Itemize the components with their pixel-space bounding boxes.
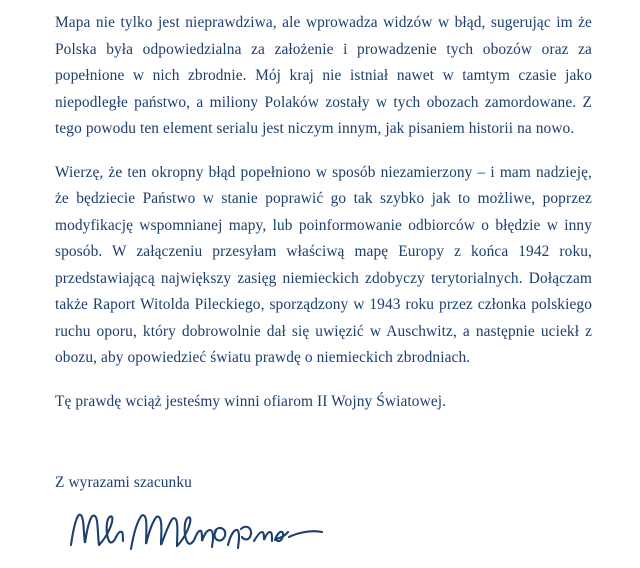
letter-closing: Z wyrazami szacunku [55,474,192,491]
letter-paragraph-1: Mapa nie tylko jest nieprawdziwa, ale wprowadza widzów w błąd, sugerując im że Polska była odpowiedzialna za założenie i prowadzenie tych obozów oraz za popełnione w nich zbrodnie. Mój kraj nie istniał nawet w tamtym czasie jako niepodległe państwo, a miliony Polaków zostały w tych obozach zamordowane. Z tego powodu ten element serialu jest niczym innym, jak pisaniem historii na nowo. [55,14,592,137]
signature-mateusz-morawiecki [55,501,592,563]
letter-paragraph-3: Tę prawdę wciąż jesteśmy winni ofiarom II Wojny Światowej. [55,392,447,410]
page-bottom-edge [0,558,640,568]
letter-paragraph-2: Wierzę, że ten okropny błąd popełniono w sposób niezamierzony – i mam nadzieję, że będziecie Państwo w stanie poprawić go tak szybko jak to możliwe, poprzez modyfikację wspomnianej mapy, lub poinformowanie odbiorców o błędzie w inny sposób. W załączeniu przesyłam właściwą mapę Europy z końca 1942 roku, przedstawiającą największy zasięg niemieckich zdobyczy terytorialnych. Dołączam także Raport Witolda Pileckiego, sporządzony w 1943 roku przez członka polskiego ruchu oporu, który dobrowolnie dał się uwięzić w Auschwitz, a następnie uciekł z obozu, aby opowiedzieć światu prawdę o niemieckich zbrodniach. [55,163,592,366]
